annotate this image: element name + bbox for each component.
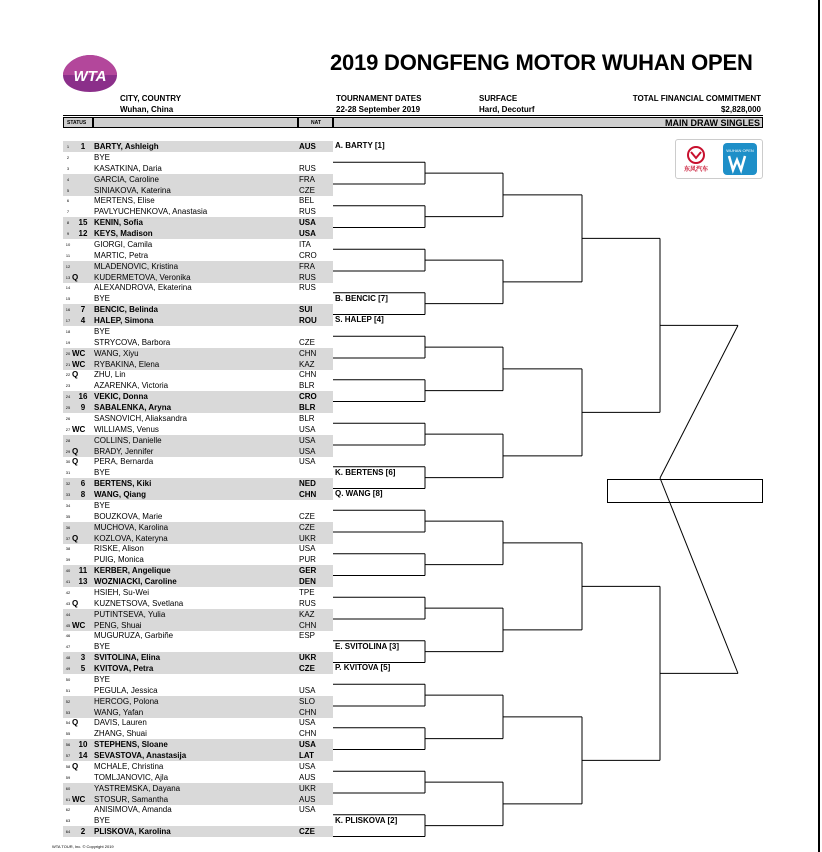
player-name: KEYS, Madison — [94, 229, 153, 238]
player-name: MERTENS, Elise — [94, 196, 155, 206]
player-name: WANG, Xiyu — [94, 348, 139, 358]
player-name: MARTIC, Petra — [94, 250, 149, 260]
draw-position: 59 — [65, 774, 71, 780]
player-name: BENCIC, Belinda — [94, 305, 159, 315]
player-name: MUGURUZA, Garbiñe — [94, 631, 174, 641]
player-name: STEPHENS, Sloane — [94, 740, 168, 750]
draw-position: 1 — [66, 144, 70, 149]
draw-position: 51 — [65, 687, 71, 693]
player-name: STOSUR, Samantha — [94, 794, 169, 804]
seed-number: 16 — [78, 392, 88, 402]
entry-status: WC — [72, 359, 86, 369]
nationality: CRO — [299, 392, 317, 402]
player-name: GIORGI, Camila — [94, 239, 153, 249]
draw-position: 40 — [65, 568, 71, 574]
player-name: BOUZKOVA, Marie — [94, 511, 163, 521]
player-name: PLISKOVA, Karolina — [94, 827, 171, 837]
nationality: ITA — [299, 239, 311, 249]
entry-status: WC — [72, 348, 86, 358]
draw-position: 9 — [66, 231, 70, 236]
copyright-footer: WTA TOUR, Inc. © Copyright 2019 — [52, 844, 114, 849]
player-name: BYE — [94, 294, 111, 304]
nationality: USA — [299, 718, 316, 728]
draw-position: 22 — [65, 372, 71, 378]
draw-position: 58 — [65, 763, 71, 769]
player-name: WANG, Yafan — [94, 707, 144, 717]
player-name: MCHALE, Christina — [94, 761, 164, 771]
player-name: PERA, Bernarda — [94, 457, 154, 467]
player-name: ALEXANDROVA, Ekaterina — [94, 283, 192, 293]
draw-position: 61 — [65, 796, 71, 802]
player-name: ZHANG, Shuai — [94, 729, 147, 739]
draw-position: 27 — [65, 426, 71, 432]
round2-entry: A. BARTY [1] — [335, 141, 385, 151]
draw-position: 16 — [65, 307, 71, 313]
entry-status: WC — [72, 794, 86, 804]
player-name: BYE — [94, 500, 111, 510]
seed-number: 7 — [80, 305, 86, 315]
draw-position: 18 — [65, 328, 71, 334]
nationality: SLO — [299, 696, 316, 706]
player-name: PEGULA, Jessica — [94, 685, 158, 695]
player-name: SINIAKOVA, Katerina — [94, 185, 171, 195]
draw-position: 56 — [65, 742, 71, 748]
player-name: BYE — [94, 326, 111, 336]
nationality: RUS — [299, 598, 316, 608]
status-column-header: STATUS — [63, 117, 93, 128]
entry-status: WC — [72, 424, 86, 434]
player-name: MLADENOVIC, Kristina — [94, 261, 179, 271]
player-name: BARTY, Ashleigh — [94, 142, 159, 151]
nationality: KAZ — [299, 609, 315, 619]
player-name: RYBAKINA, Elena — [94, 359, 160, 369]
seed-number: 2 — [80, 827, 86, 837]
draw-position: 60 — [65, 785, 71, 791]
entry-status: Q — [72, 533, 79, 543]
nationality: KAZ — [299, 359, 315, 369]
draw-position: 20 — [65, 350, 71, 356]
nationality: CHN — [299, 370, 317, 380]
city-label: CITY, COUNTRY — [120, 94, 182, 103]
draw-position: 45 — [65, 622, 71, 628]
surface-value: Hard, Decoturf — [479, 105, 535, 114]
nationality: USA — [299, 229, 316, 238]
seed-number: 14 — [78, 751, 88, 760]
draw-position: 57 — [65, 753, 71, 758]
seed-number: 9 — [80, 403, 86, 412]
player-name: PUTINTSEVA, Yulia — [94, 609, 166, 619]
player-name: SASNOVICH, Aliaksandra — [94, 413, 187, 423]
nationality: BEL — [299, 196, 315, 206]
player-name: SABALENKA, Aryna — [94, 403, 172, 412]
dates-label: TOURNAMENT DATES — [336, 94, 422, 103]
player-name: KOZLOVA, Kateryna — [94, 533, 168, 543]
player-name: SEVASTOVA, Anastasija — [94, 751, 187, 760]
nationality: CZE — [299, 511, 315, 521]
entry-status: Q — [72, 457, 79, 467]
draw-position: 48 — [65, 655, 71, 661]
draw-position: 29 — [65, 448, 71, 454]
draw-position: 55 — [65, 731, 71, 737]
draw-position: 41 — [65, 579, 71, 584]
nationality: UKR — [299, 783, 316, 793]
player-name: KENIN, Sofia — [94, 218, 143, 228]
player-name: BRADY, Jennifer — [94, 446, 154, 456]
player-name: HERCOG, Polona — [94, 696, 159, 706]
draw-position: 12 — [65, 263, 71, 269]
draw-position: 34 — [65, 502, 71, 508]
draw-position: 24 — [65, 394, 71, 400]
draw-position: 13 — [65, 274, 71, 280]
nationality: BLR — [299, 381, 315, 391]
round2-entry: K. BERTENS [6] — [335, 467, 396, 477]
player-name: BYE — [94, 816, 111, 826]
nationality: CHN — [299, 348, 317, 358]
player-name: TOMLJANOVIC, Ajla — [94, 772, 169, 782]
seed-number: 11 — [78, 566, 88, 576]
seed-number: 3 — [80, 653, 86, 663]
seed-number: 8 — [80, 490, 86, 499]
draw-position: 33 — [65, 492, 71, 497]
seed-number: 4 — [80, 316, 86, 325]
nationality: BLR — [299, 413, 315, 423]
draw-position: 64 — [65, 829, 71, 835]
draw-position: 49 — [65, 666, 71, 671]
nationality: CHN — [299, 707, 317, 717]
draw-position: 7 — [66, 209, 70, 215]
nationality: AUS — [299, 772, 316, 782]
nationality: USA — [299, 218, 316, 228]
champion-box — [607, 479, 763, 503]
nationality: USA — [299, 544, 316, 554]
nationality: FRA — [299, 261, 315, 271]
seed-number: 12 — [78, 229, 88, 238]
player-name: HSIEH, Su-Wei — [94, 587, 149, 597]
nationality: UKR — [299, 533, 316, 543]
player-name: WANG, Qiang — [94, 490, 146, 499]
draw-position: 38 — [65, 546, 71, 552]
nationality: LAT — [299, 751, 314, 760]
player-name: KASATKINA, Daria — [94, 163, 162, 173]
nationality: TPE — [299, 587, 315, 597]
main-draw-header: MAIN DRAW SINGLES — [333, 117, 763, 128]
nationality: USA — [299, 761, 316, 771]
player-name: PAVLYUCHENKOVA, Anastasia — [94, 207, 208, 217]
draw-position: 54 — [65, 720, 71, 726]
entry-status: Q — [72, 446, 79, 456]
player-name: KVITOVA, Petra — [94, 664, 154, 673]
draw-position: 46 — [65, 633, 71, 639]
nationality: USA — [299, 457, 316, 467]
nationality: USA — [299, 685, 316, 695]
draw-position: 30 — [65, 459, 71, 465]
nationality: ROU — [299, 316, 317, 325]
draw-position: 25 — [65, 405, 71, 410]
city-value: Wuhan, China — [120, 105, 174, 114]
nationality: SUI — [299, 305, 313, 315]
player-name: KERBER, Angelique — [94, 566, 171, 576]
nationality: USA — [299, 446, 316, 456]
draw-position: 36 — [65, 524, 71, 530]
round2-entry: P. KVITOVA [5] — [335, 663, 391, 673]
nationality: BLR — [299, 403, 316, 412]
player-name: VEKIC, Donna — [94, 392, 148, 402]
draw-position: 11 — [65, 252, 71, 258]
dates-value: 22-28 September 2019 — [336, 105, 421, 114]
draw-position: 19 — [65, 339, 71, 345]
commitment-value: $2,828,000 — [720, 105, 761, 114]
player-name: KUZNETSOVA, Svetlana — [94, 598, 184, 608]
draw-position: 44 — [65, 611, 71, 617]
nationality: ESP — [299, 631, 316, 641]
nationality: USA — [299, 805, 316, 815]
draw-position: 47 — [65, 644, 71, 650]
player-name: MUCHOVA, Karolina — [94, 522, 169, 532]
nationality: NED — [299, 479, 316, 489]
round2-entry: K. PLISKOVA [2] — [335, 815, 398, 825]
final-line-bottom — [660, 478, 738, 673]
draw-position: 63 — [65, 818, 71, 824]
nationality: RUS — [299, 283, 316, 293]
nationality: RUS — [299, 272, 316, 282]
nationality: CZE — [299, 185, 315, 195]
nationality: CHN — [299, 729, 317, 739]
seed-number: 15 — [78, 218, 88, 228]
nationality: CZE — [299, 827, 315, 837]
draw-position: 53 — [65, 709, 71, 715]
nationality: USA — [299, 740, 316, 750]
player-name: YASTREMSKA, Dayana — [94, 783, 181, 793]
player-name: ANISIMOVA, Amanda — [94, 805, 172, 815]
player-name: BYE — [94, 674, 111, 684]
nationality: CZE — [299, 337, 315, 347]
nationality: CHN — [299, 490, 317, 499]
nat-column-header: NAT — [298, 117, 333, 128]
draw-position: 10 — [65, 241, 71, 247]
draw-position: 3 — [66, 165, 70, 171]
player-name: HALEP, Simona — [94, 316, 154, 325]
entry-status: WC — [72, 620, 86, 630]
nationality: CZE — [299, 522, 315, 532]
draw-position: 2 — [66, 154, 70, 160]
nationality: PUR — [299, 555, 316, 565]
player-name: RISKE, Alison — [94, 544, 144, 554]
draw-position: 37 — [65, 535, 71, 541]
commitment-label: TOTAL FINANCIAL COMMITMENT — [632, 94, 761, 103]
draw-position: 39 — [65, 557, 71, 563]
nationality: CHN — [299, 620, 317, 630]
player-name: KUDERMETOVA, Veronika — [94, 272, 191, 282]
nationality: AUS — [299, 794, 316, 804]
player-name: BYE — [94, 642, 111, 652]
draw-position: 43 — [65, 600, 71, 606]
player-name: AZARENKA, Victoria — [94, 381, 169, 391]
draw-position: 8 — [66, 220, 70, 226]
player-name: BERTENS, Kiki — [94, 479, 152, 489]
player-name: ZHU, Lin — [94, 370, 126, 380]
nationality: RUS — [299, 163, 316, 173]
seed-number: 13 — [78, 577, 88, 586]
draw-position: 62 — [65, 807, 71, 813]
seed-number: 10 — [78, 740, 88, 750]
nationality: CZE — [299, 664, 315, 673]
seed-number: 1 — [80, 142, 86, 151]
tournament-title: 2019 DONGFENG MOTOR WUHAN OPEN — [330, 50, 753, 75]
player-name: WOZNIACKI, Caroline — [94, 577, 177, 586]
draw-position: 15 — [65, 296, 71, 302]
player-name: STRYCOVA, Barbora — [94, 337, 171, 347]
nationality: UKR — [299, 653, 317, 663]
draw-position: 31 — [65, 470, 71, 476]
player-name: PENG, Shuai — [94, 620, 142, 630]
draw-position: 21 — [65, 361, 71, 367]
draw-position: 23 — [65, 383, 71, 389]
draw-position: 52 — [65, 698, 71, 704]
nationality: DEN — [299, 577, 316, 586]
draw-position: 6 — [66, 198, 70, 204]
draw-position: 32 — [65, 481, 71, 487]
round2-entry: E. SVITOLINA [3] — [335, 641, 400, 651]
entry-status: Q — [72, 598, 79, 608]
player-name: BYE — [94, 152, 111, 162]
player-name: COLLINS, Danielle — [94, 435, 162, 445]
nationality: USA — [299, 424, 316, 434]
nationality: USA — [299, 435, 316, 445]
player-name: SVITOLINA, Elina — [94, 653, 161, 663]
draw-position: 26 — [65, 415, 71, 421]
player-name: BYE — [94, 468, 111, 478]
surface-label: SURFACE — [479, 94, 518, 103]
entry-status: Q — [72, 761, 79, 771]
draw-position: 17 — [65, 318, 71, 323]
draw-position: 42 — [65, 589, 71, 595]
nationality: AUS — [299, 142, 316, 151]
round2-entry: S. HALEP [4] — [335, 315, 384, 325]
nationality: FRA — [299, 174, 315, 184]
round2-entry: B. BENCIC [7] — [335, 293, 388, 303]
entry-status: Q — [72, 272, 79, 282]
sponsor-text: 东风汽车 — [683, 166, 709, 173]
nationality: CRO — [299, 250, 317, 260]
seed-number: 5 — [80, 664, 86, 673]
player-name: PUIG, Monica — [94, 555, 144, 565]
draw-position: 4 — [66, 176, 70, 182]
player-name: GARCIA, Caroline — [94, 174, 159, 184]
draw-position: 35 — [65, 513, 71, 519]
player-name: DAVIS, Lauren — [94, 718, 147, 728]
draw-position: 14 — [65, 285, 71, 291]
sponsor-sub: WUHAN OPEN — [726, 148, 754, 153]
seed-number: 6 — [80, 479, 86, 489]
entry-status: Q — [72, 370, 79, 380]
round2-entry: Q. WANG [8] — [335, 489, 383, 499]
draw-position: 5 — [66, 187, 70, 193]
entry-status: Q — [72, 718, 79, 728]
draw-position: 50 — [65, 676, 71, 682]
player-name: WILLIAMS, Venus — [94, 424, 159, 434]
logo-text: WTA — [73, 68, 107, 85]
draw-position: 28 — [65, 437, 71, 443]
nationality: RUS — [299, 207, 316, 217]
nationality: GER — [299, 566, 317, 576]
final-line-top — [660, 325, 738, 478]
